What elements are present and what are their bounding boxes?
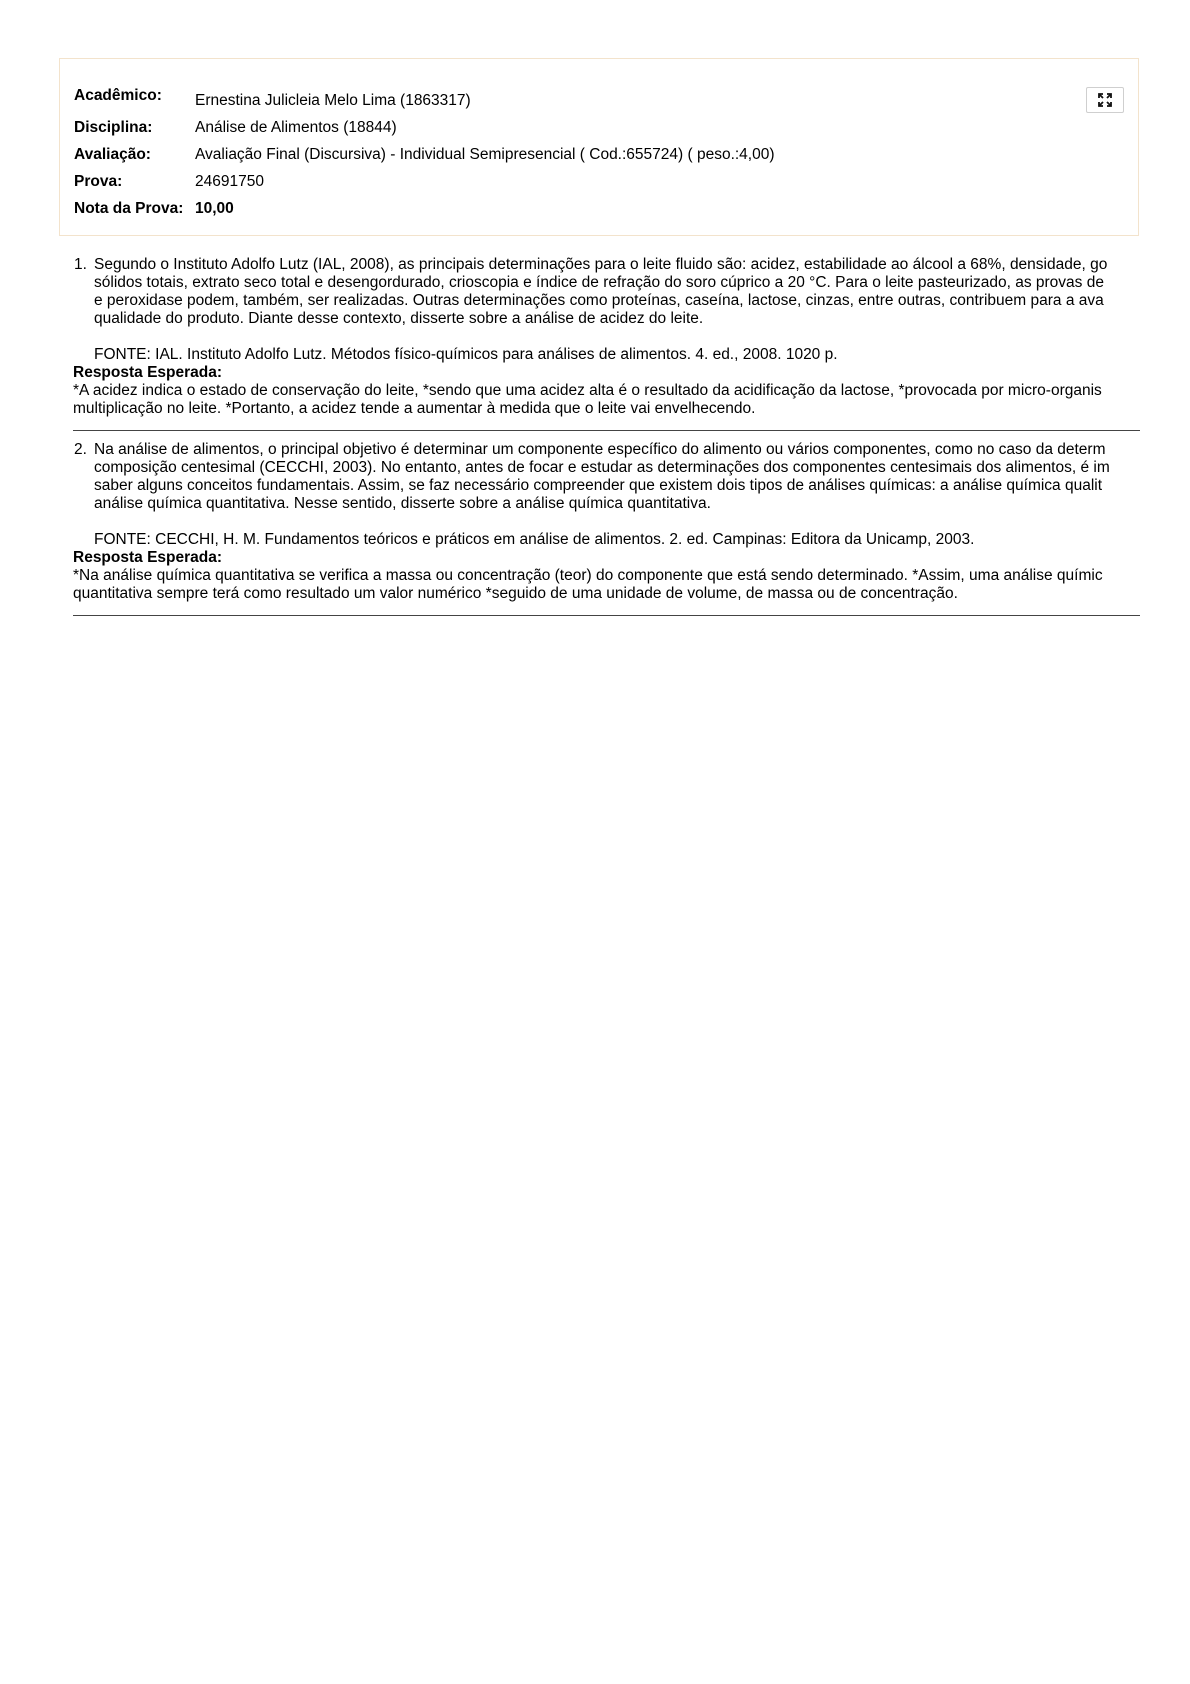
expected-answer-text [73,382,1140,418]
answer-line: *A acidez indica o estado de conservação do leite, *sendo que uma acidez alta é o resultado da acidificação da lactose, *provocada por micro-organis [73,382,1102,399]
expected-answer-text [73,567,1140,603]
question-separator [73,430,1140,431]
question-number: 2. [74,441,87,458]
question-line: composição centesimal (CECCHI, 2003). No entanto, antes de focar e estudar as determinações dos componentes centesimais dos alimentos, é im [94,459,1110,476]
exam-id: 24691750 [195,172,264,190]
info-row-prova [74,168,775,195]
question-source: FONTE: IAL. Instituto Adolfo Lutz. Métodos físico-químicos para análises de alimentos. 4. ed., 2008. 1020 p. [94,346,838,363]
info-label: Acadêmico: [74,87,162,104]
question-number: 1. [74,256,87,273]
info-row-avaliacao [74,141,775,168]
exam-info-box [59,58,1139,236]
question-line: análise química quantitativa. Nesse sentido, disserte sobre a análise química quantitativa. [94,495,711,512]
question-source: FONTE: CECCHI, H. M. Fundamentos teóricos e práticos em análise de alimentos. 2. ed. Campinas: Editora da Unicamp, 2003. [94,531,975,548]
answer-line: *Na análise química quantitativa se verifica a massa ou concentração (teor) do componente que está sendo determinado. *Assim, uma análise químic [73,567,1103,584]
expand-icon [1098,93,1112,107]
question-text [94,256,1140,328]
question-separator [73,615,1140,616]
questions-list [73,256,1140,616]
question-line: Segundo o Instituto Adolfo Lutz (IAL, 2008), as principais determinações para o leite fluido são: acidez, estabilidade ao álcool a 68%, densidade, go [94,256,1108,273]
expand-button[interactable] [1086,87,1124,113]
question-line: e peroxidase podem, também, ser realizadas. Outras determinações como proteínas, caseína, lactose, cinzas, entre outras, contribuem para a ava [94,292,1104,309]
expected-answer-title: Resposta Esperada: [73,364,223,381]
evaluation-name: Avaliação Final (Discursiva) - Individual Semipresencial ( Cod.:655724) ( peso.:4,00) [195,145,775,163]
answer-line: multiplicação no leite. *Portanto, a acidez tende a aumentar à medida que o leite vai envelhecendo. [73,400,756,417]
info-label: Nota da Prova: [74,199,184,217]
info-row-academico [74,87,775,114]
exam-grade: 10,00 [195,199,234,217]
question-2 [73,441,1140,616]
question-text [94,441,1140,513]
question-line: qualidade do produto. Diante desse contexto, disserte sobre a análise de acidez do leite. [94,310,704,327]
discipline-name: Análise de Alimentos (18844) [195,118,397,136]
question-line: Na análise de alimentos, o principal objetivo é determinar um componente específico do alimento ou vários componentes, como no caso da determ [94,441,1106,458]
question-1 [73,256,1140,431]
answer-line: quantitativa sempre terá como resultado um valor numérico *seguido de uma unidade de volume, de massa ou de concentração. [73,585,958,602]
info-label: Avaliação: [74,145,151,163]
expected-answer-title: Resposta Esperada: [73,549,223,566]
info-row-disciplina [74,114,775,141]
question-line: sólidos totais, extrato seco total e desengordurado, crioscopia e índice de refração do soro cúprico a 20 °C. Para o leite pasteurizado, as provas de [94,274,1104,291]
info-row-nota [74,195,775,222]
info-label: Prova: [74,172,123,190]
exam-info-table [74,87,775,222]
question-line: saber alguns conceitos fundamentais. Assim, se faz necessário compreender que existem dois tipos de análises químicas: a análise química qualit [94,477,1103,494]
student-name: Ernestina Julicleia Melo Lima (1863317) [195,91,471,109]
info-label: Disciplina: [74,118,153,136]
